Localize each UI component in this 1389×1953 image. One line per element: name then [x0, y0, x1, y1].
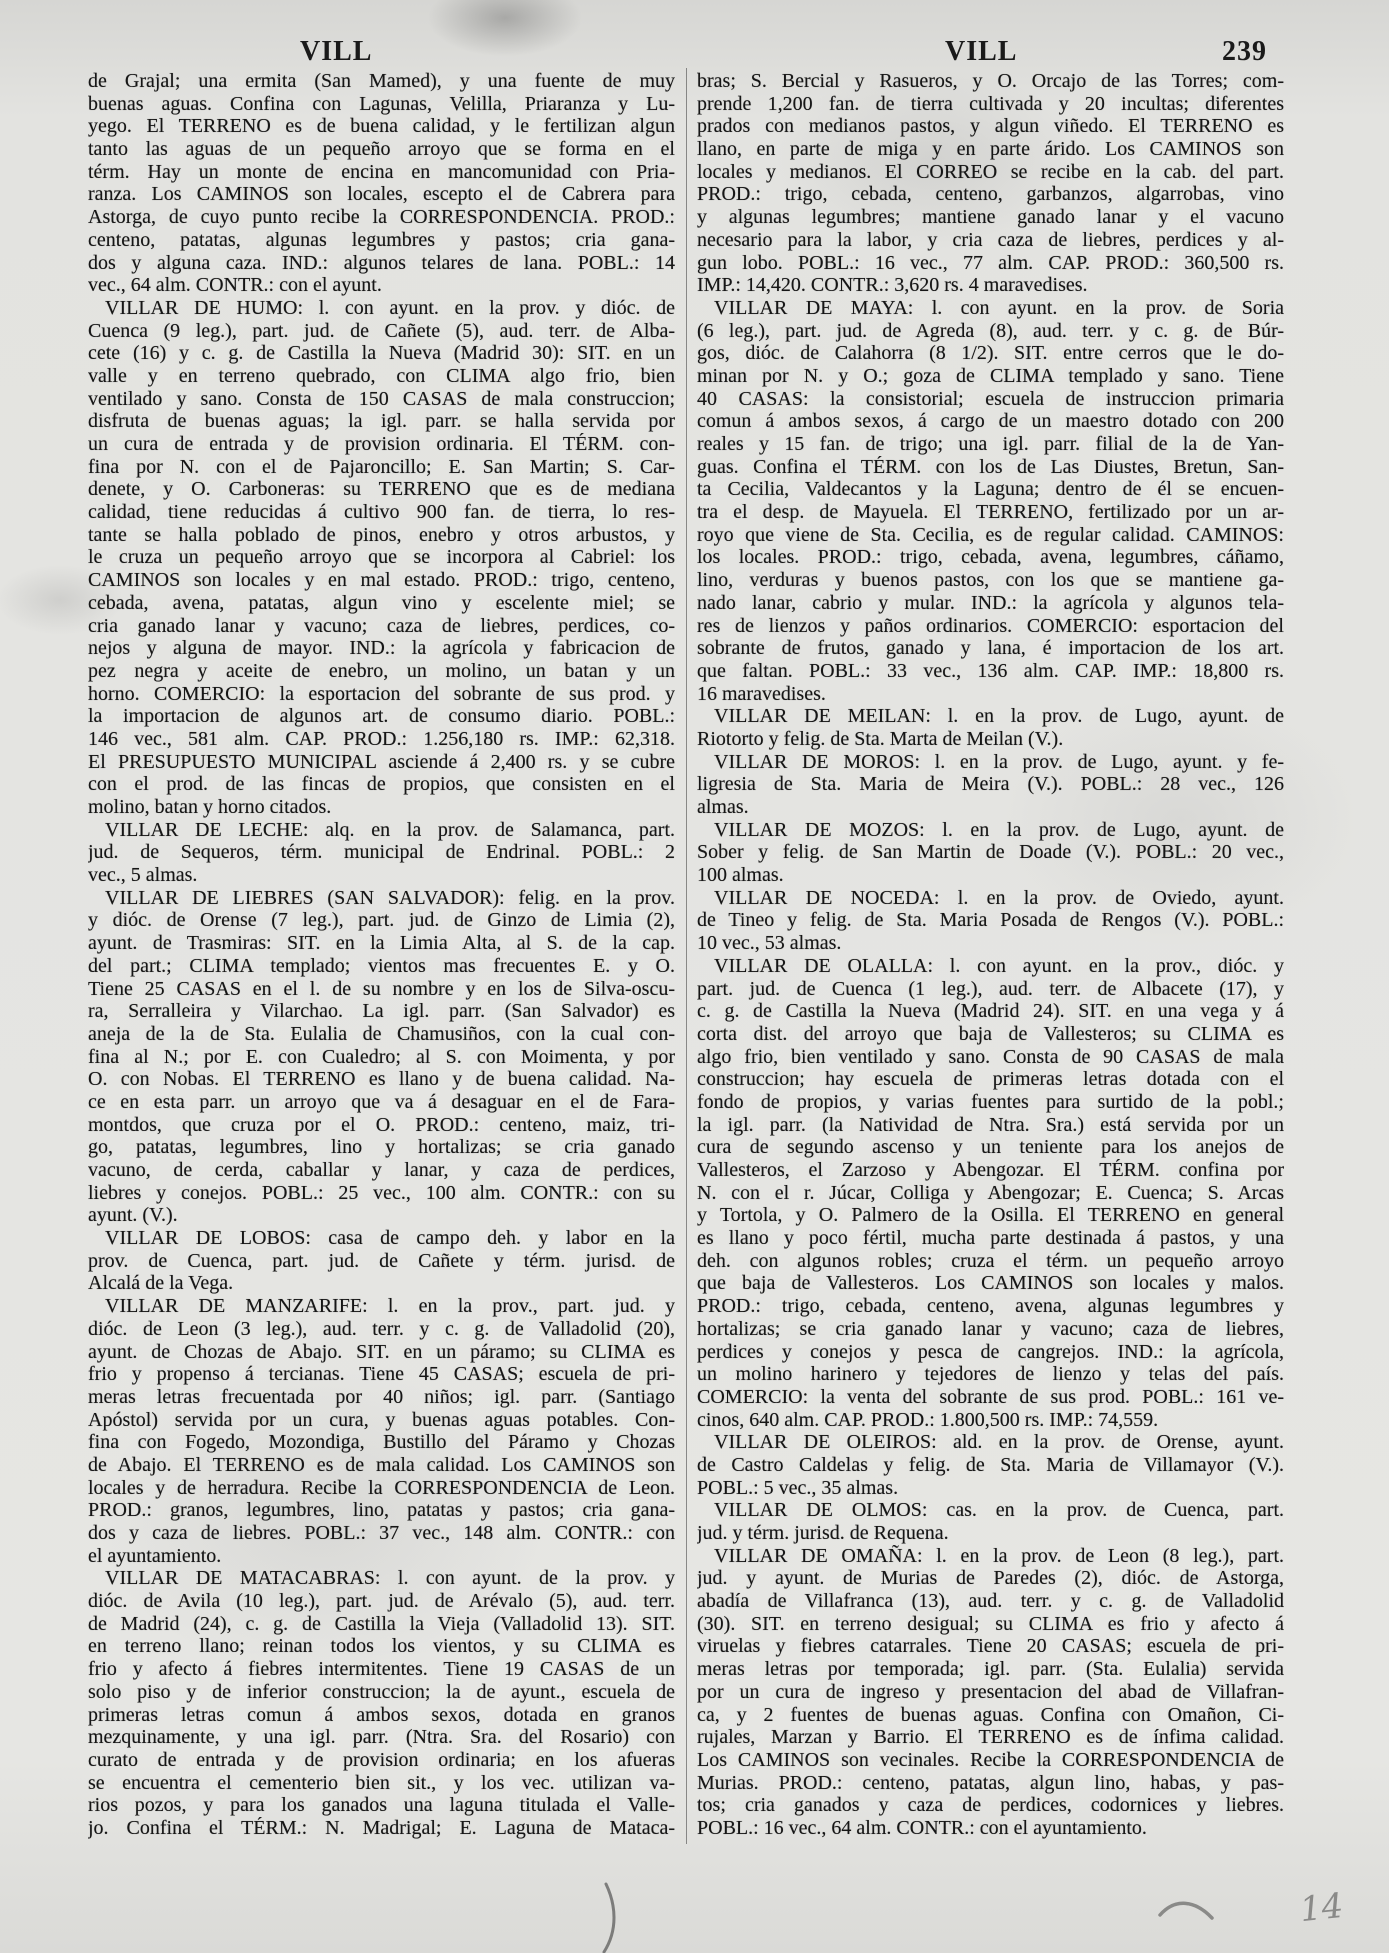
text-line: de Castro Caldelas y felig. de Sta. Maria de Villamayor (V.).	[697, 1453, 1284, 1476]
text-line: fina al N.; por E. con Cualedro; al S. con Moimenta, y por	[88, 1045, 675, 1068]
text-line: ca, y 2 fuentes de buenas aguas. Confina con Omañon, Ci-	[697, 1703, 1284, 1726]
text-line: dos y alguna caza. IND.: algunos telares de lana. POBL.: 14	[88, 251, 675, 274]
text-line: Cuenca (9 leg.), part. jud. de Cañete (5), aud. terr. de Alba-	[88, 319, 675, 342]
text-line: Vallesteros, el Zarzoso y Abengozar. El TÉRM. confina por	[697, 1159, 1284, 1181]
text-line: hortalizas; se cria ganado lanar y vacuno; caza de liebres,	[697, 1317, 1284, 1340]
text-line: sobrante de frutos, ganado y lana, é importacion de los art.	[697, 637, 1284, 660]
text-line: 16 maravedises.	[697, 682, 826, 705]
text-line: tanto las aguas de un pequeño arroyo que se forma en el	[88, 138, 675, 161]
text-line: de Abajo. El TERRENO es de mala calidad. Los CAMINOS son	[88, 1453, 675, 1476]
text-line: un molino harinero y tejedores de lienzo y telas del país.	[697, 1363, 1284, 1386]
text-line: corta dist. del arroyo que baja de Vallesteros; su CLIMA es	[697, 1022, 1284, 1045]
text-line: rios pozos, y para los ganados una laguna titulada el Valle-	[88, 1794, 675, 1817]
text-line: molino, batan y horno citados.	[88, 796, 332, 818]
text-line: Murias. PROD.: centeno, patatas, algun lino, habas, y pas-	[697, 1771, 1284, 1794]
text-line: necesario para la labor, y cria caza de liebres, perdices y al-	[697, 228, 1284, 251]
text-line: N. con el r. Júcar, Colliga y Abengozar; E. Cuenca; S. Arcas	[697, 1181, 1284, 1204]
text-line: guas. Confina el TÉRM. con los de Las Diustes, Bretun, San-	[697, 455, 1284, 478]
text-line: perdices y conejos y pesca de cangrejos. IND.: la agrícola,	[697, 1340, 1284, 1363]
text-line: cura de segundo ascenso y un teniente para los anejos de	[697, 1136, 1284, 1159]
text-line: bras; S. Bercial y Rasueros, y O. Orcajo de las Torres; com-	[697, 70, 1284, 92]
text-line: cria ganado lanar y vacuno; caza de liebres, perdices, co-	[88, 614, 675, 637]
text-line: IMP.: 14,420. CONTR.: 3,620 rs. 4 maravedises.	[697, 274, 1088, 297]
text-line: gos, dióc. de Calahorra (8 1/2). SIT. entre cerros que le do-	[697, 342, 1284, 365]
entry-headword-line: VILLAR DE NOCEDA: l. en la prov. de Oviedo, ayunt.	[714, 886, 1284, 909]
pencil-annotation: 14	[1298, 1885, 1346, 1931]
text-line: pez negra y aceite de enebro, un molino, un batan y un	[88, 659, 675, 682]
text-line: (30). SIT. en terreno desigual; su CLIMA es frio y afecto á	[697, 1612, 1284, 1635]
text-line: aneja de la de Sta. Eulalia de Chamusiños, con la cual con-	[88, 1022, 675, 1045]
entry-headword-line: VILLAR DE OMAÑA: l. en la prov. de Leon (8 leg.), part.	[714, 1544, 1284, 1567]
text-line: fina por N. con el de Pajaroncillo; E. San Martin; S. Car-	[88, 455, 675, 478]
text-line: jud. de Sequeros, térm. municipal de Endrinal. POBL.: 2	[88, 841, 675, 864]
text-line: fina con Fogedo, Mozondiga, Bustillo del Páramo y Chozas	[88, 1431, 675, 1454]
text-line: un cura de entrada y de provision ordinaria. El TÉRM. con-	[88, 433, 675, 455]
text-line: buenas aguas. Confina con Lagunas, Velilla, Priaranza y Lu-	[88, 92, 675, 115]
text-line: dióc. de Avila (10 leg.), part. jud. de Arévalo (5), aud. terr.	[88, 1590, 675, 1613]
text-line: ayunt. de Trasmiras: SIT. en la Limia Alta, al S. de la cap.	[88, 932, 675, 955]
dictionary-entry	[697, 1545, 1284, 1840]
continued-entry	[697, 70, 1284, 297]
text-line: nejos y alguna de mayor. IND.: la agrícola y fabricacion de	[88, 637, 675, 660]
text-line: gun lobo. POBL.: 16 vec., 77 alm. CAP. PROD.: 360,500 rs.	[697, 251, 1284, 274]
text-line: dióc. de Leon (3 leg.), aud. terr. y c. g. de Valladolid (20),	[88, 1317, 675, 1340]
pencil-stroke-right	[1160, 1903, 1212, 1918]
text-line: Los CAMINOS son vecinales. Recibe la CORRESPONDENCIA de	[697, 1748, 1284, 1771]
text-line: le cruza un pequeño arroyo que se incorpora al Cabriel: los	[88, 546, 675, 569]
text-line: locales y de herradura. Recibe la CORRESPONDENCIA de Leon.	[88, 1476, 675, 1499]
text-line: de Tineo y felig. de Sta. Maria Posada de Rengos (V.). POBL.:	[697, 909, 1284, 932]
entry-headword-line: VILLAR DE LECHE: alq. en la prov. de Salamanca, part.	[105, 818, 675, 841]
text-line: 10 vec., 53 almas.	[697, 932, 842, 955]
text-line: ta Cecilia, Valdecantos y la Laguna; dentro de él se encuen-	[697, 478, 1284, 501]
entry-headword-line: VILLAR DE MATACABRAS: l. con ayunt. de la prov. y	[105, 1567, 675, 1590]
text-line: y Tortola, y O. Palmero de la Osilla. El TERRENO en general	[697, 1204, 1284, 1227]
text-line: Astorga, de cuyo punto recibe la CORRESPONDENCIA. PROD.:	[88, 206, 675, 229]
text-line: cete (16) y c. g. de Castilla la Nueva (Madrid 30): SIT. en un	[88, 342, 675, 365]
text-line: tante se halla poblado de pinos, enebro y otros arbustos, y	[88, 523, 675, 546]
entry-headword-line: VILLAR DE HUMO: l. con ayunt. en la prov. y dióc. de	[105, 296, 675, 319]
text-line: prov. de Cuenca, part. jud. de Cañete y térm. jurisd. de	[88, 1249, 675, 1272]
text-line: dos y caza de liebres. POBL.: 37 vec., 148 alm. CONTR.: con	[88, 1522, 675, 1544]
dictionary-entry	[697, 887, 1284, 955]
text-line: jo. Confina el TÉRM.: N. Madrigal; E. Laguna de Mataca-	[88, 1816, 675, 1839]
text-line: fondo de propios, y varias fuentes para surtido de la pobl.;	[697, 1090, 1284, 1113]
text-line: locales y medianos. El CORREO se recibe en la cab. del part.	[697, 160, 1284, 183]
text-line: meras letras por temporada; igl. parr. (Sta. Eulalia) servida	[697, 1658, 1284, 1681]
text-line: vec., 64 alm. CONTR.: con el ayunt.	[88, 274, 382, 297]
text-line: ranza. Los CAMINOS son locales, escepto el de Cabrera para	[88, 183, 675, 206]
text-line: CAMINOS son locales y en mal estado. PROD.: trigo, centeno,	[88, 569, 675, 592]
text-line: llano, en parte de miga y en parte árido. Los CAMINOS son	[697, 138, 1284, 161]
dictionary-entry	[697, 705, 1284, 750]
text-line: los locales. PROD.: trigo, cebada, avena, legumbres, cáñamo,	[697, 546, 1284, 569]
text-line: 40 CASAS: la consistorial; escuela de instruccion primaria	[697, 387, 1284, 410]
dictionary-entry	[697, 819, 1284, 887]
text-line: Alcalá de la Vega.	[88, 1272, 234, 1295]
text-line: abadía de Villafranca (13), aud. terr. y c. g. de Valladolid	[697, 1590, 1284, 1613]
column-divider	[686, 68, 687, 1844]
text-line: liebres y conejos. POBL.: 25 vec., 100 alm. CONTR.: con su	[88, 1181, 675, 1204]
text-line: centeno, patatas, algunas legumbres y pastos; cria gana-	[88, 228, 675, 251]
text-line: que faltan. POBL.: 33 vec., 136 alm. CAP. IMP.: 18,800 rs.	[697, 659, 1284, 682]
text-line: go, patatas, legumbres, lino y hortalizas; se cria ganado	[88, 1136, 675, 1159]
text-line: térm. Hay un monte de encina en mancomunidad con Pria-	[88, 160, 675, 183]
entry-headword-line: VILLAR DE MOROS: l. en la prov. de Lugo, ayunt. y fe-	[714, 750, 1284, 773]
text-line: que baja de Vallesteros. Los CAMINOS son locales y malos.	[697, 1272, 1284, 1295]
text-line: PROD.: granos, legumbres, lino, patatas y pastos; cria gana-	[88, 1499, 675, 1522]
entry-headword-line: VILLAR DE MAYA: l. con ayunt. en la prov. de Soria	[714, 296, 1284, 319]
text-line: part. jud. de Cuenca (1 leg.), aud. terr. de Albacete (17), y	[697, 977, 1284, 1000]
text-line: disfruta de buenas aguas; la igl. parr. se halla servida por	[88, 410, 675, 433]
dictionary-entry	[697, 955, 1284, 1431]
text-line: calidad, tiene reducidas á cultivo 900 fan. de tierra, lo res-	[88, 501, 675, 524]
text-line: denete, y O. Carboneras: su TERRENO que es de mediana	[88, 478, 675, 501]
entry-headword-line: VILLAR DE LIEBRES (SAN SALVADOR): felig. en la prov.	[105, 886, 675, 909]
text-line: vacuno, de cerda, caballar y lanar, y caza de perdices,	[88, 1159, 675, 1181]
text-line: comun á ambos sexos, á cargo de un maestro dotado con 200	[697, 410, 1284, 433]
text-line: la igl. parr. (la Natividad de Ntra. Sra.) está servida por un	[697, 1113, 1284, 1136]
text-line: ligresia de Sta. Maria de Meira (V.). POBL.: 28 vec., 126	[697, 773, 1284, 796]
dictionary-entry	[697, 1499, 1284, 1544]
text-line: jud. y ayunt. de Murias de Paredes (2), dióc. de Astorga,	[697, 1567, 1284, 1590]
dictionary-entry	[88, 297, 675, 819]
text-line: viruelas y fiebres catarrales. Tiene 20 CASAS; escuela de pri-	[697, 1635, 1284, 1658]
text-line: es llano y poco fértil, mucha parte destinada á pastos, y una	[697, 1227, 1284, 1250]
text-line: cinos, 640 alm. CAP. PROD.: 1.800,500 rs. IMP.: 74,559.	[697, 1408, 1159, 1431]
running-head-left: VILL	[300, 36, 373, 67]
text-line: (6 leg.), part. jud. de Agreda (8), aud. terr. y c. g. de Búr-	[697, 319, 1284, 342]
text-line: horno. COMERCIO: la esportacion del sobrante de sus prod. y	[88, 682, 675, 705]
dictionary-entry	[697, 751, 1284, 819]
text-line: royo que viene de Sta. Cecilia, es de regular calidad. CAMINOS:	[697, 523, 1284, 546]
text-line: frio y afecto á fiebres intermitentes. Tiene 19 CASAS de un	[88, 1658, 675, 1681]
text-line: tos; cria ganados y caza de perdices, codornices y liebres.	[697, 1794, 1284, 1817]
text-line: O. con Nobas. El TERRENO es llano y de buena calidad. Na-	[88, 1068, 675, 1091]
text-line: Tiene 25 CASAS en el l. de su nombre y en los de Silva-oscu-	[88, 977, 675, 1000]
entry-headword-line: VILLAR DE OLEIROS: ald. en la prov. de Orense, ayunt.	[714, 1431, 1284, 1454]
text-line: jud. y térm. jurisd. de Requena.	[697, 1522, 949, 1544]
text-line: mezquinamente, y una igl. parr. (Ntra. Sra. del Rosario) con	[88, 1726, 675, 1749]
pencil-stroke-left	[604, 1884, 614, 1952]
text-line: la importacion de algunos art. de consumo diario. POBL.:	[88, 705, 675, 728]
text-line: prende 1,200 fan. de tierra cultivada y 20 incultas; diferentes	[697, 92, 1284, 115]
entry-headword-line: VILLAR DE OLMOS: cas. en la prov. de Cuenca, part.	[714, 1499, 1284, 1522]
text-line: ventilado y sano. Consta de 150 CASAS de mala construccion;	[88, 387, 675, 410]
text-line: POBL.: 16 vec., 64 alm. CONTR.: con el ayuntamiento.	[697, 1816, 1147, 1839]
text-line: PROD.: trigo, cebada, centeno, avena, algunas legumbres y	[697, 1295, 1284, 1318]
running-head-right: VILL	[945, 36, 1018, 67]
dictionary-entry	[88, 1295, 675, 1567]
entry-headword-line: VILLAR DE MOZOS: l. en la prov. de Lugo, ayunt. de	[714, 818, 1284, 841]
text-line: Apóstol) servida por un cura, y buenas aguas potables. Con-	[88, 1408, 675, 1431]
text-line: algo frio, bien ventilado y sano. Consta de 90 CASAS de mala	[697, 1045, 1284, 1068]
dictionary-entry	[88, 1227, 675, 1295]
entry-headword-line: VILLAR DE MANZARIFE: l. en la prov., part. jud. y	[105, 1295, 675, 1318]
dictionary-entry	[697, 1431, 1284, 1499]
text-line: con el prod. de las fincas de propios, que consisten en el	[88, 773, 675, 796]
text-line: ra, Serralleira y Vilarchao. La igl. parr. (San Salvador) es	[88, 1000, 675, 1023]
text-line: meras letras frecuentada por 40 niños; igl. parr. (Santiago	[88, 1385, 675, 1408]
text-line: prados con medianos pastos, y algun viñedo. El TERRENO es	[697, 115, 1284, 138]
text-line: Sober y felig. de San Martin de Doade (V.). POBL.: 20 vec.,	[697, 841, 1284, 864]
dictionary-entry	[88, 887, 675, 1227]
entry-headword-line: VILLAR DE MEILAN: l. en la prov. de Lugo, ayunt. de	[714, 705, 1284, 728]
text-line: ayunt. (V.).	[88, 1204, 178, 1227]
text-line: en terreno llano; reinan todos los vientos, y su CLIMA es	[88, 1635, 675, 1658]
text-line: primeras letras comun á ambos sexos, dotada en granos	[88, 1703, 675, 1726]
text-line: 146 vec., 581 alm. CAP. PROD.: 1.256,180 rs. IMP.: 62,318.	[88, 727, 675, 750]
text-line: El PRESUPUESTO MUNICIPAL asciende á 2,400 rs. y se cubre	[88, 750, 675, 773]
text-line: valle y en terreno quebrado, con CLIMA algo frio, bien	[88, 364, 675, 387]
text-line: ce en esta parr. un arroyo que va á desaguar en el de Fara-	[88, 1090, 675, 1113]
text-line: de Madrid (24), c. g. de Castilla la Vieja (Valladolid 13). SIT.	[88, 1612, 675, 1635]
text-line: y algunas legumbres; mantiene ganado lanar y el vacuno	[697, 206, 1284, 229]
continued-entry	[88, 70, 675, 297]
text-line: ayunt. de Chozas de Abajo. SIT. en un páramo; su CLIMA es	[88, 1340, 675, 1363]
text-line: el ayuntamiento.	[88, 1544, 222, 1567]
entry-headword-line: VILLAR DE LOBOS: casa de campo deh. y labor en la	[105, 1227, 675, 1250]
text-line: almas.	[697, 796, 749, 818]
text-line: vec., 5 almas.	[88, 864, 198, 887]
text-line: PROD.: trigo, cebada, centeno, garbanzos, algarrobas, vino	[697, 183, 1284, 206]
text-line: rujales, Marzan y Barrio. El TERRENO es de ínfima calidad.	[697, 1726, 1284, 1749]
text-line: yego. El TERRENO es de buena calidad, y le fertilizan algun	[88, 115, 675, 138]
text-line: por un cura de ingreso y presentacion del abad de Villafran-	[697, 1680, 1284, 1703]
text-line: POBL.: 5 vec., 35 almas.	[697, 1476, 899, 1499]
text-line: res de lienzos y paños ordinarios. COMERCIO: esportacion del	[697, 614, 1284, 637]
text-line: c. g. de Castilla la Nueva (Madrid 24). SIT. en una vega y á	[697, 1000, 1284, 1023]
text-line: frio y propenso á tercianas. Tiene 45 CASAS; escuela de pri-	[88, 1363, 675, 1386]
text-line: Riotorto y felig. de Sta. Marta de Meilan (V.).	[697, 727, 1064, 750]
entry-headword-line: VILLAR DE OLALLA: l. con ayunt. en la prov., dióc. y	[714, 954, 1284, 977]
text-line: del part.; CLIMA templado; vientos mas frecuentes E. y O.	[88, 954, 675, 977]
text-line: minan por N. y O.; goza de CLIMA templado y sano. Tiene	[697, 364, 1284, 387]
text-line: 100 almas.	[697, 864, 784, 887]
text-line: cebada, avena, patatas, algun vino y escelente miel; se	[88, 591, 675, 614]
dictionary-entry	[88, 819, 675, 887]
page-number: 239	[1222, 36, 1267, 67]
text-line: de Grajal; una ermita (San Mamed), y una fuente de muy	[88, 70, 675, 92]
text-line: construccion; hay escuela de primeras letras dotada con el	[697, 1068, 1284, 1091]
text-line: lino, verduras y buenos pastos, con los que se mantiene ga-	[697, 569, 1284, 592]
text-line: solo piso y de inferior construccion; la de ayunt., escuela de	[88, 1680, 675, 1703]
text-line: deh. con algunos robles; cruza el térm. un pequeño arroyo	[697, 1249, 1284, 1272]
text-line: montdos, que cruza por el O. PROD.: centeno, maiz, tri-	[88, 1113, 675, 1136]
text-column-left	[88, 70, 675, 1840]
text-column-right	[697, 70, 1284, 1840]
text-line: curato de entrada y de provision ordinaria; en los afueras	[88, 1748, 675, 1771]
text-line: COMERCIO: la venta del sobrante de sus prod. POBL.: 161 ve-	[697, 1385, 1284, 1408]
text-line: tra el desp. de Mayuela. El TERRENO, fertilizado por un ar-	[697, 501, 1284, 524]
text-line: nado lanar, cabrio y mular. IND.: la agrícola y algunos tela-	[697, 591, 1284, 614]
text-line: se encuentra el cementerio bien sit., y los vec. utilizan va-	[88, 1771, 675, 1794]
dictionary-entry	[88, 1567, 675, 1839]
dictionary-entry	[697, 297, 1284, 705]
text-line: y dióc. de Orense (7 leg.), part. jud. de Ginzo de Limia (2),	[88, 909, 675, 932]
text-line: reales y 15 fan. de trigo; una igl. parr. filial de la de Yan-	[697, 433, 1284, 455]
